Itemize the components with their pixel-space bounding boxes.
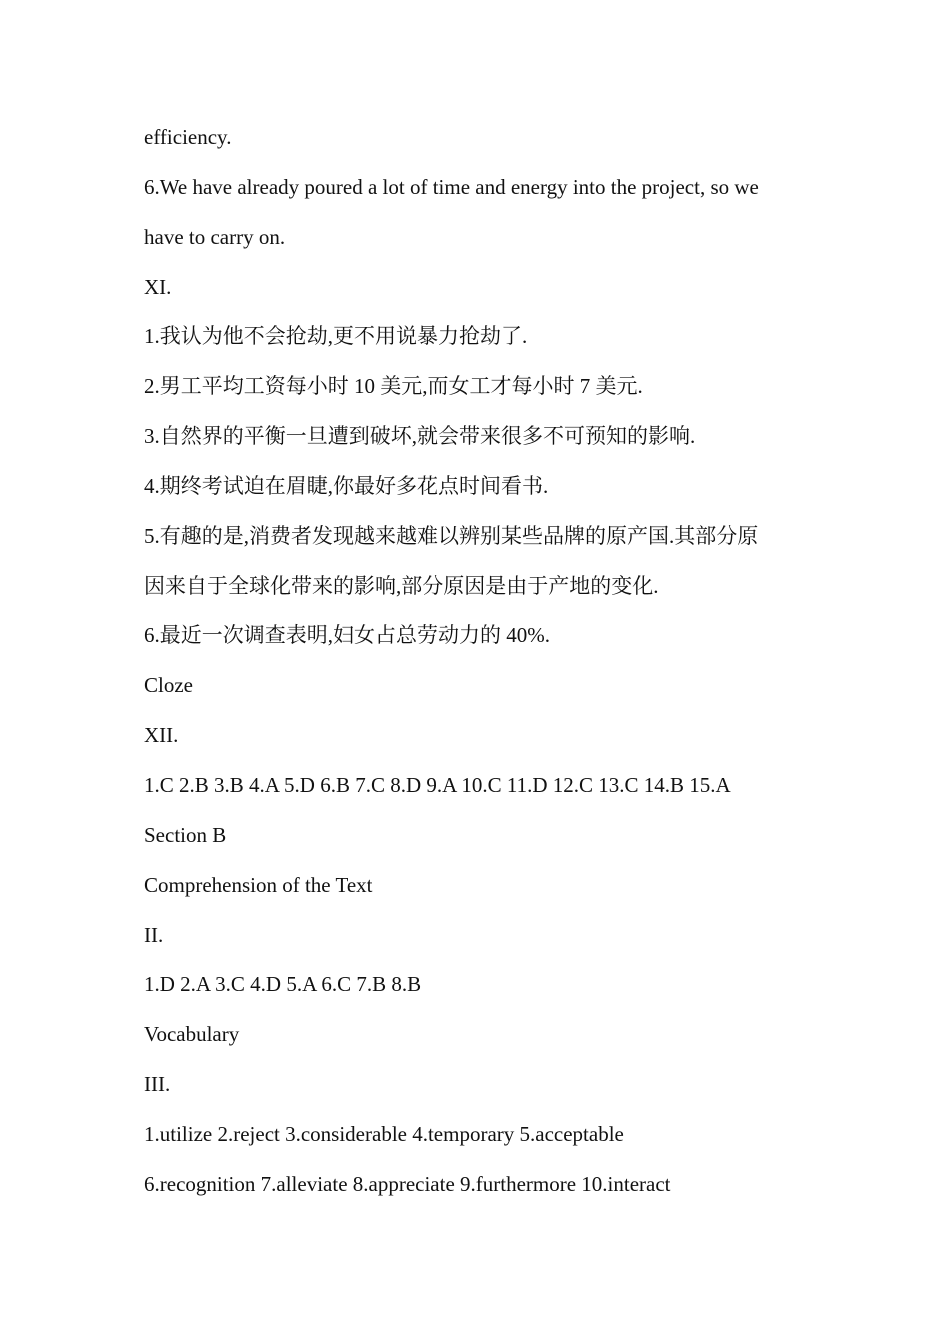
text-line: 6.最近一次调查表明,妇女占总劳动力的 40%. [144, 623, 550, 648]
text-line: have to carry on. [144, 224, 286, 249]
section-heading: Vocabulary [144, 1022, 240, 1047]
section-heading: Cloze [144, 673, 193, 698]
text-line: efficiency. [144, 125, 232, 149]
text-line: 1.我认为他不会抢劫,更不用说暴力抢劫了. [144, 324, 528, 349]
section-heading: Comprehension of the Text [144, 872, 373, 897]
section-heading: III. [144, 1072, 171, 1097]
answer-line: 1.C 2.B 3.B 4.A 5.D 6.B 7.C 8.D 9.A 10.C 11.D 12.C 13.C 14.B 15.A [144, 772, 731, 797]
answer-line: 6.recognition 7.alleviate 8.appreciate 9.furthermore 10.interact [144, 1171, 671, 1196]
section-heading: XII. [144, 723, 179, 748]
text-line: 6.We have already poured a lot of time and energy into the project, so we [144, 174, 759, 199]
section-heading: II. [144, 922, 164, 947]
answer-line: 1.utilize 2.reject 3.considerable 4.temporary 5.acceptable [144, 1121, 624, 1146]
text-line: 因来自于全球化带来的影响,部分原因是由于产地的变化. [144, 573, 659, 598]
text-line: 5.有趣的是,消费者发现越来越难以辨别某些品牌的原产国.其部分原 [144, 523, 759, 548]
section-heading: XI. [144, 274, 172, 299]
text-line: 3.自然界的平衡一旦遭到破坏,就会带来很多不可预知的影响. [144, 424, 696, 449]
document-page [144, 115, 824, 1212]
answer-line: 1.D 2.A 3.C 4.D 5.A 6.C 7.B 8.B [144, 972, 422, 997]
text-line: 2.男工平均工资每小时 10 美元,而女工才每小时 7 美元. [144, 374, 643, 399]
section-heading: Section B [144, 822, 227, 847]
text-line: 4.期终考试迫在眉睫,你最好多花点时间看书. [144, 473, 549, 498]
